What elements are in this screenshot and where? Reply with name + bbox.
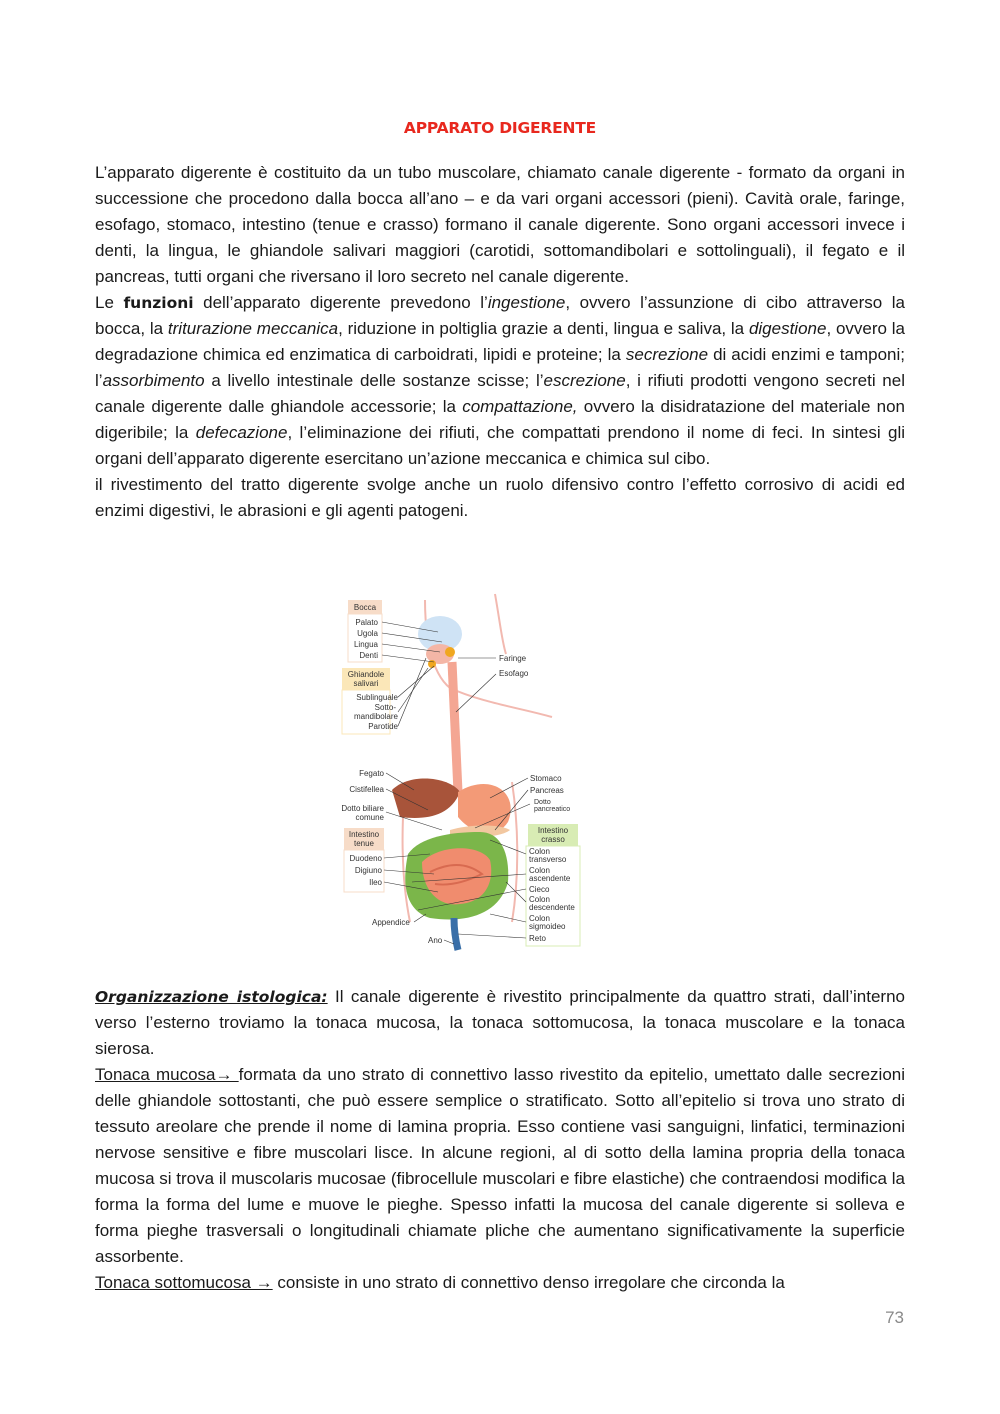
label-crasso: crasso [541,835,565,844]
label-appendice: Appendice [372,918,410,927]
label-transverso: transverso [529,855,567,864]
digestive-system-figure [330,592,590,952]
label-colon-4: Colon [529,914,550,923]
label-colon-3: Colon [529,895,550,904]
label-cistifellea: Cistifellea [349,785,384,794]
label-ano: Ano [428,936,443,945]
label-pancreatico: pancreatico [534,806,571,813]
label-cieco: Cieco [529,885,550,894]
label-sigmoideo: sigmoideo [529,922,566,931]
intro-paragraph-3: il rivestimento del tratto digerente svolge anche un ruolo difensivo contro l’effetto corrosivo di acidi ed enzimi digestivi, le abrasioni e gli agenti patogeni. [95,475,905,520]
label-fegato: Fegato [359,769,384,778]
label-palato: Palato [355,618,378,627]
label-intestino-crasso: Intestino [537,826,569,835]
label-denti: Denti [359,651,378,660]
label-faringe: Faringe [499,654,527,663]
intro-section [95,160,905,524]
label-ghiandole: Ghiandole [347,670,385,679]
label-reto: Reto [529,934,546,943]
label-sotto: Sotto- [374,703,396,712]
label-parotide: Parotide [368,722,398,731]
label-mandibolare: mandibolare [353,712,398,721]
histology-paragraph-1: Organizzazione istologica: Il canale digerente è rivestito principalmente da quattro strati, dall’interno verso l’esterno troviamo la tonaca mucosa, la tonaca sottomucosa, la tonaca muscolare e la tonaca sierosa. [95,987,906,1058]
mucosa-label: Tonaca mucosa→ [95,1065,239,1084]
histology-heading: Organizzazione istologica: [95,988,328,1006]
intro-paragraph-2: Le funzioni dell’apparato digerente prevedono l’ingestione, ovvero l’assunzione di cibo attraverso la bocca, la triturazione meccanica, riduzione in poltiglia grazie a denti, lingua e saliva, la digestione, ovvero la degradazione chimica ed enzimatica di carboidrati, lipidi e proteine; la secrezione di acidi enzimi e tamponi; l’assorbimento a livello intestinale delle sostanze scisse; l’escrezione, i rifiuti prodotti vengono secreti nel canale digerente dalle ghiandole accessorie; la compattazione, ovvero la disidratazione del materiale non digeribile; la defecazione, l’eliminazione dei rifiuti, che compattati prendono il nome di feci. In sintesi gli organi dell’apparato digerente esercitano un’azione meccanica e chimica sul cibo. [95,293,906,468]
label-ileo: Ileo [369,878,382,887]
label-intestino-tenue: Intestino [348,830,380,839]
label-dotto-biliare: Dotto biliare [341,804,384,813]
page-number: 73 [885,1308,904,1327]
intro-paragraph-1: L’apparato digerente è costituito da un tubo muscolare, chiamato canale digerente - formato da organi in successione che procedono dalla bocca all’ano – e da vari organi accessori (pieni). Cavità orale, faringe, esofago, stomaco, intestino (tenue e crasso) formano il canale digerente. Sono organi accessori invece i denti, la lingua, le ghiandole salivari maggiori (carotidi, sottomandibolari e sottolinguali), il fegato e il pancreas, tutti organi che riversano il loro secreto nel canale digerente. [95,163,905,286]
label-ugola: Ugola [357,629,378,638]
label-bocca: Bocca [353,603,377,612]
label-lingua: Lingua [353,640,378,649]
sottomucosa-paragraph: Tonaca sottomucosa → consiste in uno strato di connettivo denso irregolare che circonda la [95,1273,785,1292]
label-sublinguale: Sublinguale [356,693,398,702]
label-pancreas: Pancreas [530,786,564,795]
label-tenue: tenue [353,839,375,848]
label-salivari: salivari [353,679,379,688]
label-descendente: descendente [529,903,575,912]
page-title: APPARATO DIGERENTE [403,119,597,137]
keyword-funzioni: funzioni [123,294,194,312]
sottomucosa-label: Tonaca sottomucosa → [95,1273,273,1292]
label-duodeno: Duodeno [349,854,382,863]
histology-section [95,984,905,1296]
label-ascendente: ascendente [529,874,571,883]
label-colon-1: Colon [529,847,550,856]
label-esofago: Esofago [499,669,529,678]
label-digiuno: Digiuno [354,866,382,875]
mucosa-paragraph: Tonaca mucosa→ formata da uno strato di connettivo lasso rivestito da epitelio, umettato dalle secrezioni delle ghiandole sottostanti, che può essere semplice o stratificato. Sotto all’epitelio si trova uno strato di tessuto areolare che prende il nome di lamina propria. Esso contiene vasi sanguigni, linfatici, terminazioni nervose sensitive e fibre muscolari lisce. In alcune regioni, al di sotto della lamina propria della tonaca mucosa si trova il muscolaris mucosae (fibrocellule muscolari e fibre elastiche) che contraendosi modifica la forma la forma del lume e muove le pieghe. Spesso infatti la mucosa del canale digerente si solleva e forma pieghe trasversali o longitudinali chiamate pliche che aumentano significativamente la superficie assorbente. [95,1065,905,1266]
label-colon-2: Colon [529,866,550,875]
label-stomaco: Stomaco [530,774,562,783]
label-comune: comune [355,813,384,822]
label-dotto: Dotto [534,799,551,806]
